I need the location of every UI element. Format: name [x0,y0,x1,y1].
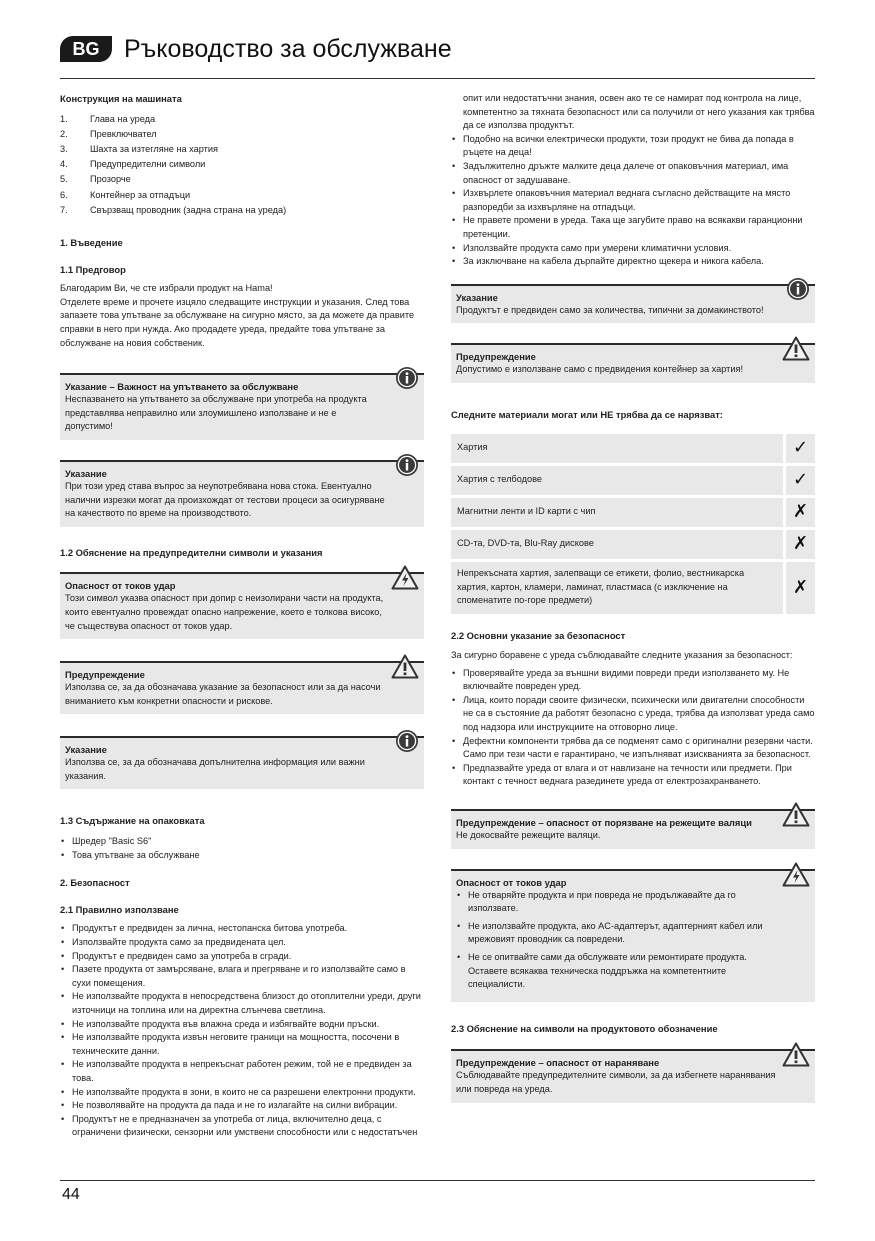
left-column [60,92,424,1140]
list-item: • Не използвайте продукта в зони, в които не са разрешени електронни продукти. [60,1086,424,1100]
list-item: • Не правете промени в уреда. Така ще загубите право на всякакви гаранционни претенции. [451,214,815,241]
danger-box-shock [60,572,424,639]
construction-item [60,203,424,218]
list-item: • Шредер "Basic S6" [60,835,424,849]
construction-heading: Конструкция на машината [60,93,182,104]
intended-use-list-continued [451,133,815,269]
list-item: • Проверявайте уреда за външни видими повреди преди използването му. Не включвайте повреден уред. [451,667,815,694]
warning-text: Съблюдавайте предупредителните символи, за да избегнете наранявания или повреда на уреда. [456,1070,776,1094]
note-box-household [451,284,815,324]
note-title: Указание – Важност на упътването за обслужване [65,381,299,393]
intended-use-heading: 2.1 Правилно използване [60,903,179,915]
intro-heading: 1. Въведение [60,237,123,249]
continued-text: опит или недостатъчни знания, освен ако те се намират под контрола на лице, компетентно за тяхната безопасност или са получили от него указания как трябва да се използва продуктът. [463,93,815,131]
warning-text: Използва се, за да обозначава указание за безопасност или за да насочи вниманието към конкретни опасности и рискове. [65,682,381,706]
list-item: • Използвайте продукта само за предвидената цел. [60,936,424,950]
warning-icon [782,336,810,366]
danger-text: Този символ указва опасност при допир с неизолирани части на продукта, които евентуално провеждат опасно напрежение, което е толкова високо, че съществува опасност от токов удар. [65,593,384,631]
construction-item [60,112,424,127]
product-symbols-heading: 2.3 Обяснение на символи на продуктовото обозначение [451,1022,718,1034]
item-number: 6. [60,189,68,200]
list-item: • Не използвайте продукта извън неговите граници на мощността, посочени в техническите данни. [60,1031,424,1058]
list-item: • Продуктът е предвиден за лична, нестопанска битова употреба. [60,922,424,936]
right-column [451,92,815,1103]
item-number: 4. [60,159,68,170]
allowed-check-icon: ✓ [783,434,815,463]
list-item: • Не използвайте продукта в непосредствена близост до отоплителни уреди, други източници на топлина или на директна слънчева светлина. [60,990,424,1017]
list-item: • Подобно на всички електрически продукти, този продукт не бива да попада в ръцете на деца! [451,133,815,160]
list-item: • Не използвайте продукта във влажна среда и избягвайте водни пръски. [60,1018,424,1032]
item-label: Свързващ проводник (задна страна на уреда) [90,204,287,215]
page-number: 44 [62,1186,80,1203]
materials-table [451,431,815,617]
note-title: Указание [65,467,107,479]
note-text: Неспазването на упътването за обслужване при употреба на продукта представлява неправилно или злоумишлено използване и не е допустимо! [65,394,367,432]
item-label: Предупредителни символи [90,159,206,170]
materials-row [451,466,815,495]
item-label: Глава на уреда [90,113,156,124]
warning-box-container [451,343,815,383]
item-label: Контейнер за отпадъци [90,189,191,200]
forbidden-cross-icon: ✗ [783,530,815,559]
note-text: При този уред става въпрос за неупотребявана нова стока. Евентуално налични изрезки могат да произхождат от тестови процеси за осигуряване на качеството по време на производството. [65,480,385,519]
list-item: • Задължително дръжте малките деца далече от опаковъчния материал, има опасност от задушаване. [451,160,815,187]
list-item: • Продуктът е предвиден само за употреба в сгради. [60,950,424,964]
item-number: 3. [60,144,68,154]
page-title: Ръководство за обслужване [124,35,452,63]
material-name: CD-та, DVD-та, Blu-Ray дискове [451,530,783,559]
foreword-text: Отделете време и прочете изцяло следващите инструкции и указания. След това запазете това упътване за обслужване на сигурно място, за да можете да правите справки в него при нужда. Ако продадете уреда, предайте това упътване за обслужване на новия собственик. [60,296,415,348]
list-item: • Изхвърлете опаковъчния материал веднага съгласно действащите на място разпоредби за изхвърляне на отпадъци. [451,187,815,214]
foreword-heading: 1.1 Предговор [60,263,126,275]
warning-title: Предупреждение [456,351,536,363]
electric-warning-icon [391,565,419,595]
symbols-heading: 1.2 Обяснение на предупредителни символи и указания [60,546,323,558]
list-item: • Това упътване за обслужване [60,849,424,863]
warning-icon [782,1042,810,1072]
construction-item [60,172,424,187]
danger-title: Опасност от токов удар [456,876,567,888]
list-item: • Лица, които поради своите физически, психически или двигателни способности не са в състояние да работят безопасно с уреда, трябва да използват уреда само под надзора или инструкциите на отговорно лице. [451,694,815,735]
language-badge: BG [60,36,112,62]
info-icon [395,453,419,482]
note-title: Указание [65,744,107,756]
construction-item [60,142,424,157]
materials-row [451,530,815,559]
electric-warning-icon [782,862,810,892]
item-number: 1. [60,113,68,124]
warning-text: Не докосвайте режещите валяци. [456,830,601,841]
basic-safety-list [451,667,815,789]
note-box-importance [60,373,424,440]
item-label: Прозорче [90,174,131,185]
danger-title: Опасност от токов удар [65,580,176,592]
info-icon [395,366,419,395]
note-box-explanation [60,736,424,789]
materials-row [451,434,815,463]
warning-title: Предупреждение [65,669,145,681]
construction-item [60,188,424,203]
basic-safety-heading: 2.2 Основни указание за безопасност [451,629,626,641]
foreword-thanks: Благодарим Ви, че сте избрали продукт на Hama! [60,283,273,294]
construction-list [60,112,424,218]
warning-title: Предупреждение – опасност от порязване на режещите валяци [456,817,752,829]
info-icon [786,277,810,306]
materials-heading: Следните материали могат или НЕ трябва да се нарязват: [451,408,723,420]
list-item: • Не отваряйте продукта и при повреда не продължавайте да го използвате. [456,889,777,916]
list-item: • За изключване на кабела дърпайте директно щекера и никога кабела. [451,255,815,269]
page-header [60,34,815,79]
allowed-check-icon: ✓ [783,466,815,495]
materials-row [451,562,815,614]
list-item: • Не се опитвайте сами да обслужвате или ремонтирате продукта. Оставете всякаква техническа поддръжка на компетентните специалисти. [456,951,777,992]
construction-item [60,157,424,172]
forbidden-cross-icon: ✗ [783,498,815,527]
footer-rule [60,1180,815,1181]
list-item: • Не позволявайте на продукта да пада и не го излагайте на силни вибрации. [60,1099,424,1113]
note-box-new-goods [60,460,424,527]
warning-box-cutting [451,809,815,849]
warning-title: Предупреждение – опасност от нараняване [456,1057,660,1069]
danger-box-shock-rules [451,869,815,1002]
list-item: • Не използвайте продукта в непрекъснат работен режим, той не е предвиден за това. [60,1058,424,1085]
construction-item [60,127,424,142]
item-label: Шахта за изтегляне на хартия [90,144,219,154]
material-name: Хартия с телбодове [451,466,783,495]
warning-box-injury [451,1049,815,1102]
basic-safety-intro: За сигурно боравене с уреда съблюдавайте следните указания за безопасност: [451,650,793,661]
item-label: Превключвател [90,128,157,139]
note-text: Използва се, за да обозначава допълнителна информация или важни указания. [65,757,365,781]
danger-list [456,889,777,992]
info-icon [395,729,419,758]
materials-row [451,498,815,527]
material-name: Магнитни ленти и ID карти с чип [451,498,783,527]
intended-use-list [60,922,424,1140]
list-item: • Продуктът не е предназначен за употреба от лица, включително деца, с ограничени физически, сензорни или умствени способности или с недостатъчен [60,1113,424,1140]
list-item: • Пазете продукта от замърсяване, влага и прегряване и го използвайте само в сухи помещения. [60,963,424,990]
note-text: Продуктът е предвиден само за количества, типични за домакинството! [456,304,764,315]
item-number: 2. [60,128,68,139]
warning-text: Допустимо е използване само с предвидения контейнер за хартия! [456,364,744,375]
warning-icon [391,654,419,684]
material-name: Непрекъсната хартия, залепващи се етикети, фолио, вестникарска хартия, картон, кламери, ламинат, пластмаса (с изключение на споменатите по-горе предмети) [451,562,783,614]
warning-box-explanation [60,661,424,714]
list-item: • Предпазвайте уреда от влага и от навлизане на течности или предмети. При контакт с течност веднага разединете уреда от електрозахранването. [451,762,815,789]
item-number: 5. [60,174,68,185]
package-heading: 1.3 Съдържание на опаковката [60,815,205,827]
list-item: • Използвайте продукта само при умерени климатични условия. [451,242,815,256]
item-number: 7. [60,204,68,215]
material-name: Хартия [451,434,783,463]
safety-heading: 2. Безопасност [60,877,130,889]
package-list [60,835,424,862]
warning-icon [782,802,810,832]
list-item: • Дефектни компоненти трябва да се подменят само с оригинални резервни части. Само при тези части е гарантирано, че изпълняват изискванията за безопасност. [451,735,815,762]
list-item: • Не използвайте продукта, ако AC-адаптерът, адаптерният кабел или мрежовият проводник са повредени. [456,920,777,947]
forbidden-cross-icon: ✗ [783,562,815,614]
note-title: Указание [456,291,498,303]
